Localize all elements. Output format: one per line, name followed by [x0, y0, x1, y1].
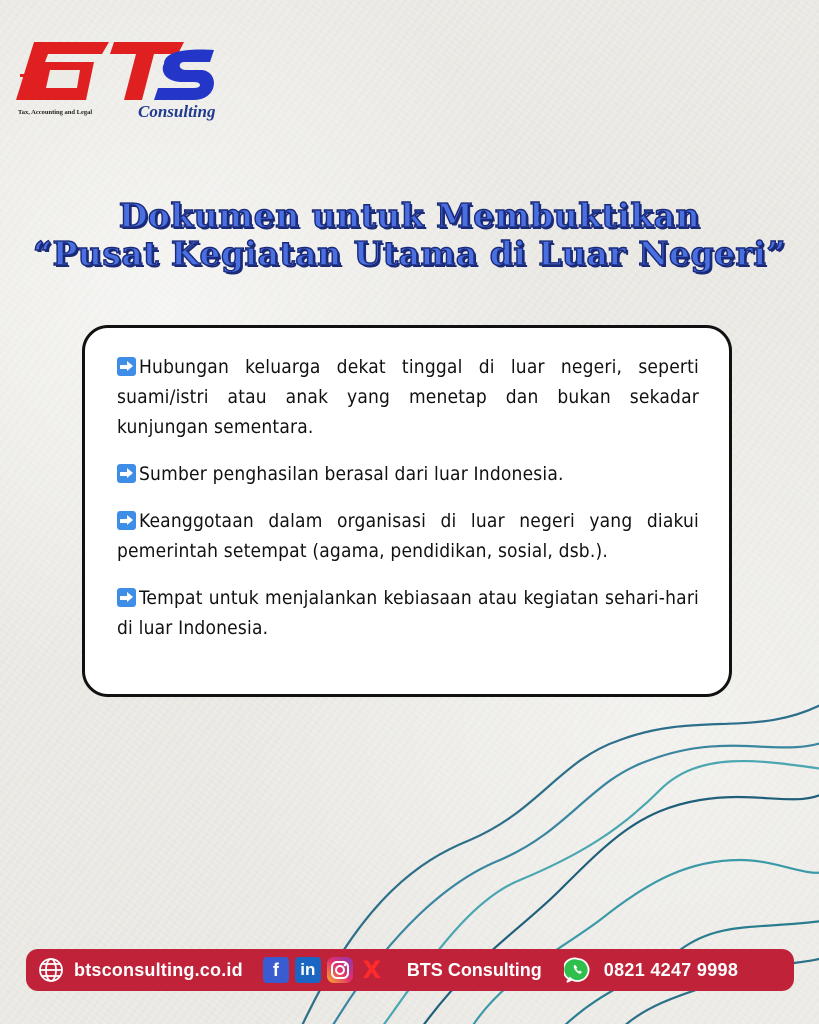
logo-subtitle: Consulting — [138, 102, 216, 121]
title-line-1: Dokumen untuk Membuktikan — [118, 196, 701, 235]
x-icon[interactable]: X — [362, 956, 382, 984]
right-arrow-icon — [117, 464, 136, 483]
instagram-icon[interactable] — [327, 957, 353, 983]
facebook-icon[interactable]: f — [263, 957, 289, 983]
list-item — [117, 459, 699, 489]
linkedin-icon[interactable]: in — [295, 957, 321, 983]
social-links — [263, 957, 385, 983]
list-item-text: Tempat untuk menjalankan kebiasaan atau kegiatan sehari-hari di luar Indonesia. — [117, 587, 699, 639]
right-arrow-icon — [117, 357, 136, 376]
right-arrow-icon — [117, 588, 136, 607]
globe-icon — [38, 957, 64, 983]
list-item-text: Sumber penghasilan berasal dari luar Indonesia. — [139, 463, 564, 485]
footer-bar — [26, 949, 794, 991]
whatsapp-icon[interactable] — [564, 956, 592, 984]
list-item — [117, 583, 699, 643]
bts-logo — [14, 36, 224, 128]
list-item — [117, 506, 699, 566]
list-item — [117, 352, 699, 442]
phone-number[interactable]: 0821 4247 9998 — [603, 959, 739, 980]
title-line-2: “Pusat Kegiatan Utama di Luar Negeri” — [33, 234, 786, 273]
bts-logo-mark — [14, 36, 224, 108]
content-card — [82, 325, 732, 697]
right-arrow-icon — [117, 511, 136, 530]
list-item-text: Keanggotaan dalam organisasi di luar negeri yang diakui pemerintah setempat (agama, pendidikan, sosial, dsb.). — [117, 510, 699, 562]
list-item-text: Hubungan keluarga dekat tinggal di luar negeri, seperti suami/istri atau anak yang menetap dan bukan sekadar kunjungan sementara. — [117, 356, 699, 438]
logo-tagline: Tax, Accounting and Legal — [18, 109, 93, 116]
website-link[interactable]: btsconsulting.co.id — [74, 959, 243, 980]
footer-brand-name: BTS Consulting — [406, 959, 542, 980]
